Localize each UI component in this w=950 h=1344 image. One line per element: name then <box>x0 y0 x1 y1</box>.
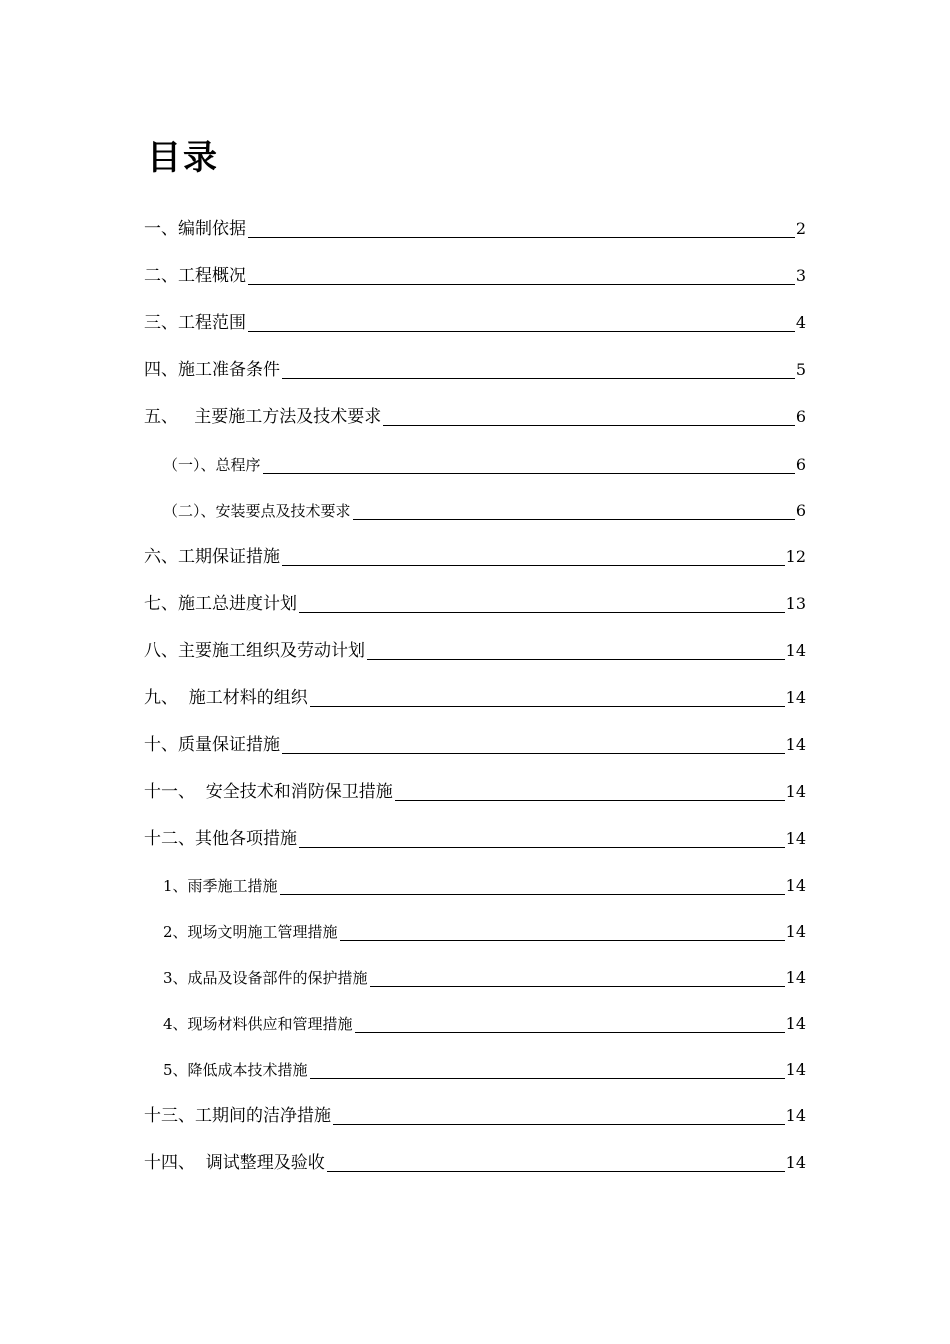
toc-entry-page: 6 <box>795 407 806 426</box>
toc-entry-label: 七、施工总进度计划 <box>144 594 297 614</box>
toc-leader-line <box>282 377 795 379</box>
toc-entry-label: （二）、安装要点及技术要求 <box>163 502 351 520</box>
toc-leader-line <box>367 658 785 660</box>
toc-leader-line <box>395 799 785 801</box>
toc-entry-page: 2 <box>795 219 806 238</box>
toc-leader-line <box>353 518 795 520</box>
toc-entry-label: 十、质量保证措施 <box>144 735 280 755</box>
toc-subentry[interactable] <box>163 919 806 945</box>
toc-entry-page: 13 <box>785 594 806 613</box>
toc-entry-label: 八、主要施工组织及劳动计划 <box>144 641 365 661</box>
toc-entry[interactable] <box>144 310 806 336</box>
toc-entry-page: 14 <box>785 782 806 801</box>
toc-entry-label: 5、降低成本技术措施 <box>163 1061 308 1079</box>
toc-entry-page: 4 <box>795 313 806 332</box>
toc-leader-line <box>282 752 785 754</box>
toc-entry[interactable] <box>144 544 806 570</box>
toc-entry-page: 12 <box>785 547 806 566</box>
toc-entry-label: 四、施工准备条件 <box>144 360 280 380</box>
toc-entry-label: 3、成品及设备部件的保护措施 <box>163 969 368 987</box>
toc-entry[interactable] <box>144 638 806 664</box>
toc-entry-page: 14 <box>785 922 806 941</box>
toc-entry-label: 十一、 安全技术和消防保卫措施 <box>144 782 393 802</box>
toc-entry-page: 14 <box>785 829 806 848</box>
toc-entry[interactable] <box>144 1103 806 1129</box>
toc-entry-label: 2、现场文明施工管理措施 <box>163 923 338 941</box>
toc-entry[interactable] <box>144 779 806 805</box>
toc-entry-label: （一）、总程序 <box>163 456 261 474</box>
toc-leader-line <box>340 939 785 941</box>
toc-entry-page: 14 <box>785 1153 806 1172</box>
toc-entry-label: 1、雨季施工措施 <box>163 877 278 895</box>
toc-entry-label: 六、工期保证措施 <box>144 547 280 567</box>
toc-entry-label: 五、 主要施工方法及技术要求 <box>144 407 382 427</box>
toc-subentry[interactable] <box>163 873 806 899</box>
toc-entry[interactable] <box>144 404 806 430</box>
toc-entry-label: 一、编制依据 <box>144 219 246 239</box>
toc-subentry[interactable] <box>163 965 806 991</box>
toc-leader-line <box>310 1077 785 1079</box>
toc-entry-page: 6 <box>795 455 806 474</box>
toc-leader-line <box>355 1031 785 1033</box>
toc-entry[interactable] <box>144 216 806 242</box>
toc-subentry[interactable] <box>163 1011 806 1037</box>
toc-entry-label: 十四、 调试整理及验收 <box>144 1153 325 1173</box>
toc-leader-line <box>248 236 795 238</box>
toc-entry-page: 3 <box>795 266 806 285</box>
toc-entry-page: 14 <box>785 735 806 754</box>
toc-leader-line <box>327 1170 785 1172</box>
toc-entry-label: 九、 施工材料的组织 <box>144 688 308 708</box>
toc-entry-page: 14 <box>785 1014 806 1033</box>
toc-leader-line <box>299 846 785 848</box>
toc-leader-line <box>248 330 795 332</box>
toc-entry-page: 14 <box>785 1106 806 1125</box>
toc-entry[interactable] <box>144 685 806 711</box>
toc-subentry[interactable] <box>163 498 806 524</box>
toc-leader-line <box>280 893 785 895</box>
toc-entry-page: 14 <box>785 968 806 987</box>
toc-leader-line <box>383 424 795 426</box>
toc-entry-page: 14 <box>785 876 806 895</box>
toc-leader-line <box>333 1123 785 1125</box>
toc-entry[interactable] <box>144 826 806 852</box>
toc-entry[interactable] <box>144 591 806 617</box>
toc-leader-line <box>310 705 785 707</box>
toc-leader-line <box>248 283 795 285</box>
toc-entry-page: 6 <box>795 501 806 520</box>
toc-leader-line <box>370 985 785 987</box>
toc-entry-label: 二、工程概况 <box>144 266 246 286</box>
toc-entry-page: 14 <box>785 641 806 660</box>
toc-entry-label: 三、工程范围 <box>144 313 246 333</box>
toc-entry-label: 4、现场材料供应和管理措施 <box>163 1015 353 1033</box>
toc-subentry[interactable] <box>163 1057 806 1083</box>
toc-entry[interactable] <box>144 1150 806 1176</box>
toc-leader-line <box>263 472 795 474</box>
toc-leader-line <box>282 564 785 566</box>
toc-entry[interactable] <box>144 732 806 758</box>
toc-entry-page: 14 <box>785 1060 806 1079</box>
toc-entry[interactable] <box>144 357 806 383</box>
toc-leader-line <box>299 611 785 613</box>
toc-entry-label: 十二、其他各项措施 <box>144 829 297 849</box>
toc-entry-label: 十三、工期间的洁净措施 <box>144 1106 331 1126</box>
toc-entry-page: 5 <box>795 360 806 379</box>
toc-title: 目录 <box>147 138 219 178</box>
toc-entry[interactable] <box>144 263 806 289</box>
toc-entry-page: 14 <box>785 688 806 707</box>
toc-subentry[interactable] <box>163 452 806 478</box>
